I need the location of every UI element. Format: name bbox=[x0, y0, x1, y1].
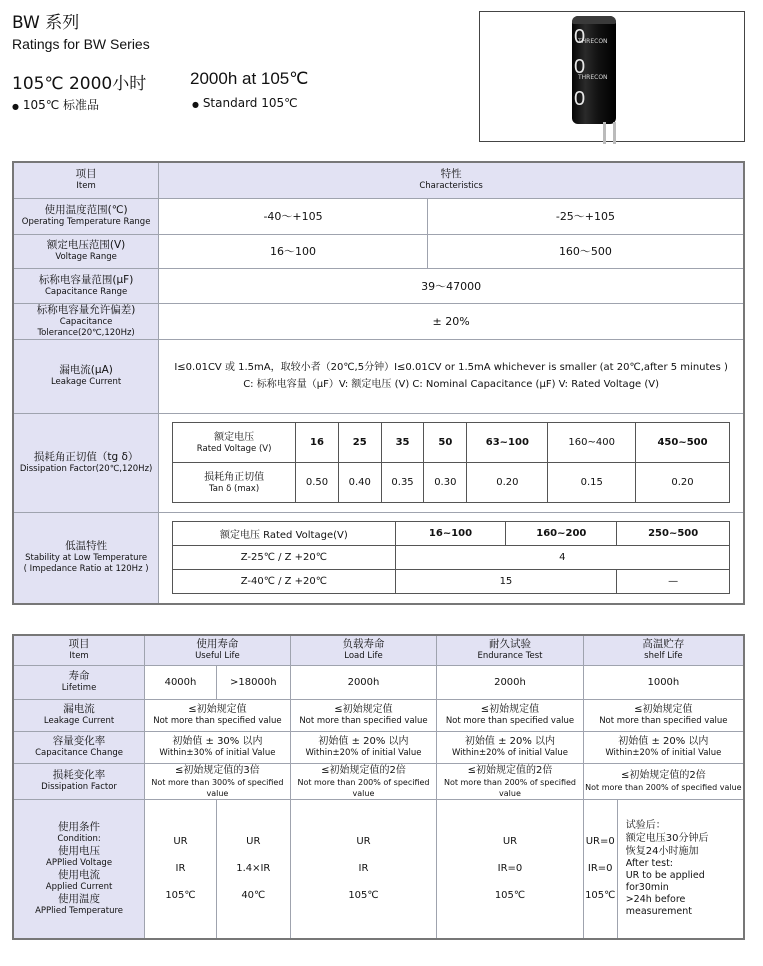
capacitance-value: 39～47000 bbox=[159, 268, 744, 303]
df-voltage: 450~500 bbox=[635, 423, 729, 463]
product-photo bbox=[479, 11, 745, 142]
condition-label: 使用条件 Condition: 使用电压 APPlied Voltage 使用电流 Applied Current 使用温度 APPlied Temperature bbox=[13, 799, 145, 939]
table-row bbox=[13, 413, 744, 512]
low-temp-value bbox=[159, 512, 744, 604]
temp-value-1: -40～+105 bbox=[159, 198, 428, 234]
table-row: Z-40℃ / Z +20℃ 15 — bbox=[173, 570, 730, 594]
low-temp-label: 低温特性 Stability at Low Temperature ( Impedance Ratio at 120Hz ) bbox=[13, 512, 159, 604]
table-row bbox=[13, 512, 744, 604]
voltage-value-2: 160～500 bbox=[427, 234, 744, 268]
table-row bbox=[13, 162, 744, 198]
table-row bbox=[13, 303, 744, 339]
table-row: 损耗变化率 Dissipation Factor ≤初始规定值的3倍 Not more than 300% of specified value ≤初始规定值的2倍 Not more than 200% of specified value ≤初始规定值的2倍 Not more than 200% of specified value ≤初始规定值的2倍 Not more than 200% of specified value bbox=[13, 763, 744, 799]
after-test-note: 试验后： 额定电压30分钟后 恢复24小时施加 After test: UR to be applied for30min >24h before measurement bbox=[617, 799, 744, 939]
voltage-value-1: 16～100 bbox=[159, 234, 428, 268]
table-row: 项目 Item 使用寿命 Useful Life 负载寿命 Load Life 耐久试验 Endurance Test 高温贮存 shelf Life bbox=[13, 635, 744, 665]
bullet-cn: ● 105℃ 标准品 bbox=[12, 98, 100, 112]
photo-brand-2: THRECON bbox=[578, 74, 608, 81]
dissipation-value bbox=[159, 413, 744, 512]
spec-en: 2000h at 105℃ bbox=[190, 69, 309, 88]
df-value: 0.40 bbox=[338, 463, 381, 503]
item-header: 项目 Item bbox=[13, 162, 159, 198]
df-value: 0.35 bbox=[381, 463, 424, 503]
table-row: 额定电压 Rated Voltage(V) 16~100 160~200 250~500 bbox=[173, 522, 730, 546]
table-row: 使用条件 Condition: 使用电压 APPlied Voltage 使用电流 Applied Current 使用温度 APPlied Temperature UR IR 105℃ UR 1.4×IR 40℃ UR IR 105℃ UR IR=0 105℃ UR=0 IR=0 105℃ 试验后： 额定电压30分钟后 恢复24小时施加 After test: UR to be applied for30min >24h before measurement bbox=[13, 799, 744, 939]
photo-zero-2: 0 bbox=[574, 56, 586, 78]
table-row bbox=[13, 198, 744, 234]
ratings-table bbox=[12, 161, 745, 605]
table-row bbox=[13, 234, 744, 268]
df-voltage: 35 bbox=[381, 423, 424, 463]
dissipation-label: 损耗角正切值（tg δ） Dissipation Factor(20℃,120Hz) bbox=[13, 413, 159, 512]
series-title: BW 系列 bbox=[12, 13, 80, 33]
df-voltage: 160~400 bbox=[548, 423, 635, 463]
bullet-icon: ● bbox=[12, 102, 19, 111]
table-row: Z-25℃ / Z +20℃ 4 bbox=[173, 546, 730, 570]
df-value: 0.20 bbox=[635, 463, 729, 503]
series-subtitle: Ratings for BW Series bbox=[12, 36, 150, 52]
spec-cn: 105℃ 2000小时 bbox=[12, 74, 147, 94]
capacitance-label: 标称电容量范围(μF) Capacitance Range bbox=[13, 268, 159, 303]
df-voltage: 16 bbox=[296, 423, 339, 463]
photo-zero-1: 0 bbox=[574, 26, 586, 48]
table-row: 漏电流 Leakage Current ≤初始规定值 Not more than specified value ≤初始规定值 Not more than specified value ≤初始规定值 Not more than specified value ≤初始规定值 Not more than specified value bbox=[13, 699, 744, 731]
voltage-label: 额定电压范围(V) Voltage Range bbox=[13, 234, 159, 268]
df-voltage: 25 bbox=[338, 423, 381, 463]
table-row bbox=[13, 339, 744, 413]
table-row bbox=[13, 268, 744, 303]
table-row: 寿命 Lifetime 4000h >18000h 2000h 2000h 1000h bbox=[13, 665, 744, 699]
table-row: 容量变化率 Capacitance Change 初始值 ± 30% 以内 Within±30% of initial Value 初始值 ± 20% 以内 Within±20% of initial Value 初始值 ± 20% 以内 Within±20% of initial Value 初始值 ± 20% 以内 Within±20% of initial Value bbox=[13, 731, 744, 763]
df-voltage: 63~100 bbox=[467, 423, 548, 463]
life-table bbox=[12, 634, 745, 940]
low-temp-subtable bbox=[172, 521, 730, 594]
bullet-en: ● Standard 105℃ bbox=[192, 96, 298, 110]
df-value: 0.30 bbox=[424, 463, 467, 503]
df-voltage: 50 bbox=[424, 423, 467, 463]
df-value: 0.20 bbox=[467, 463, 548, 503]
dissipation-subtable bbox=[172, 422, 730, 503]
tolerance-label: 标称电容量允许偏差) Capacitance Tolerance(20℃,120Hz) bbox=[13, 303, 159, 339]
tolerance-value: ± 20% bbox=[159, 303, 744, 339]
photo-zero-3: 0 bbox=[574, 88, 586, 110]
df-value: 0.15 bbox=[548, 463, 635, 503]
table-row: 额定电压 Rated Voltage (V) 16 25 35 50 63~100 160~400 450~500 bbox=[173, 423, 730, 463]
characteristics-header: 特性 Characteristics bbox=[159, 162, 744, 198]
temp-label: 使用温度范围(℃) Operating Temperature Range bbox=[13, 198, 159, 234]
temp-value-2: -25～+105 bbox=[427, 198, 744, 234]
leakage-label: 漏电流(μA) Leakage Current bbox=[13, 339, 159, 413]
leakage-value: I≤0.01CV 或 1.5mA，取较小者（20℃,5分钟）I≤0.01CV or 1.5mA whichever is smaller (at 20℃,after 5 minutes ) C: 标称电容量（μF）V: 额定电压 (V) C: Nominal Capacitance (μF) V: Rated Voltage (V) bbox=[159, 339, 744, 413]
df-value: 0.50 bbox=[296, 463, 339, 503]
bullet-icon: ● bbox=[192, 100, 199, 109]
table-row: 损耗角正切值 Tan δ (max) 0.50 0.40 0.35 0.30 0.20 0.15 0.20 bbox=[173, 463, 730, 503]
photo-brand-1: THRECON bbox=[578, 38, 608, 45]
